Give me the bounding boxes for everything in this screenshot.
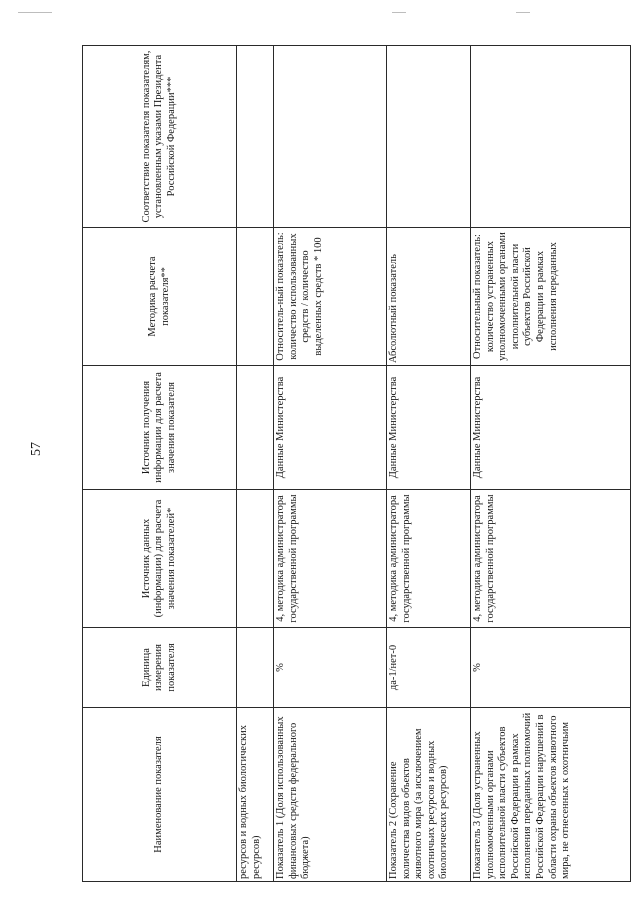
cell-origin — [237, 366, 274, 490]
cell-unit: % — [471, 628, 631, 708]
table-header-row — [83, 46, 237, 882]
header-method: Методика расчета показателя** — [83, 228, 237, 366]
cell-source: 4, методика администратора государственной программы — [274, 490, 387, 628]
cell-name: Показатель 1 (Доля использованных финансовых средств федерального бюджета) — [274, 708, 387, 882]
indicators-table — [82, 45, 631, 882]
scan-edge-mark — [516, 12, 530, 13]
cell-name: Показатель 2 (Сохранение количества видов объектов животного мира (за исключением охотничьих ресурсов и водных биологических ресурсов) — [387, 708, 471, 882]
cell-source: 4, методика администратора государственной программы — [471, 490, 631, 628]
cell-unit — [237, 628, 274, 708]
cell-origin: Данные Министерства — [471, 366, 631, 490]
cell-method: Относитель-ный показатель: количество использованных средств / количество выделенных средств * 100 — [274, 228, 387, 366]
cell-origin: Данные Министерства — [387, 366, 471, 490]
page-number: 57 — [29, 442, 44, 456]
header-data-source: Источник данных (информации) для расчета значения показателей* — [83, 490, 237, 628]
scan-edge-mark — [18, 12, 52, 13]
cell-compliance — [274, 46, 387, 228]
table-row — [387, 46, 471, 882]
cell-unit: % — [274, 628, 387, 708]
table-row — [471, 46, 631, 882]
cell-origin: Данные Министерства — [274, 366, 387, 490]
cell-method — [237, 228, 274, 366]
header-info-origin: Источник получения информации для расчета значения показателя — [83, 366, 237, 490]
cell-compliance — [471, 46, 631, 228]
cell-method: Абсолютный показатель — [387, 228, 471, 366]
cell-source: 4, методика администратора государственной программы — [387, 490, 471, 628]
scan-edge-mark — [392, 12, 406, 13]
rotated-table-container — [82, 46, 630, 882]
header-unit: Единица измерения показателя — [83, 628, 237, 708]
cell-unit: да-1/нет-0 — [387, 628, 471, 708]
cell-name: Показатель 3 (Доля устраненных уполномоченными органами исполнительной власти субъектов Российской Федерации в рамках исполнения переданных полномочий Российской Федерации нарушений в области охраны объектов животного мира, не отнесенных к охотничьим — [471, 708, 631, 882]
cell-compliance — [387, 46, 471, 228]
cell-name: ресурсов и водных биологических ресурсов) — [237, 708, 274, 882]
cell-method: Относительный показатель: количество устраненных уполномоченными органами исполнительной власти субъектов Российской Федерации в рамках исполнения переданных — [471, 228, 631, 366]
cell-source — [237, 490, 274, 628]
header-compliance: Соответствие показателя показателям, установленным указами Президента Российской Федерации*** — [83, 46, 237, 228]
table-row — [237, 46, 274, 882]
cell-compliance — [237, 46, 274, 228]
header-indicator-name: Наименование показателя — [83, 708, 237, 882]
table-row — [274, 46, 387, 882]
